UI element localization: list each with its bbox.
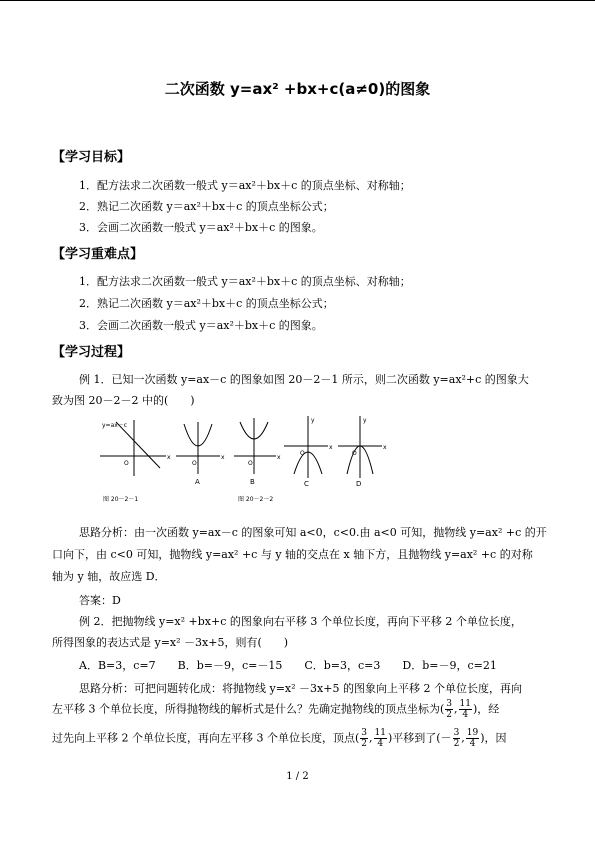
example2-line1: 例 2．把抛物线 y=x² +bx+c 的图象向右平移 3 个单位长度，再向下平移 2 个单位长度， xyxy=(79,615,522,628)
choice-label-a: A xyxy=(195,478,200,486)
caption-left: 图 20－2－1 xyxy=(103,496,139,503)
example2-analysis-line3: 过先向上平移 2 个单位长度，再向左平移 3 个单位长度，顶点( $\frac{3}{2}$ , $\frac{11}{4}$ )平移到了(－ $\frac{3}{2}$ , $\frac{19}{4}$ )，因 xyxy=(52,728,507,749)
goal-item-1: 1．配方法求二次函数一般式 y＝ax²＋bx＋c 的顶点坐标、对称轴； xyxy=(79,179,411,192)
graphs-svg xyxy=(98,412,388,512)
svg-text:x: x xyxy=(277,454,281,461)
section-heading-goals: 【学习目标】 xyxy=(52,150,131,165)
x-axis-label: x xyxy=(167,454,171,461)
goal-item-2: 2．熟记二次函数 y＝ax²＋bx＋c 的顶点坐标公式； xyxy=(79,200,334,213)
example2-line2: 所得图象的表达式是 y=x² －3x+5，则有( ) xyxy=(52,636,289,649)
svg-text:O: O xyxy=(300,450,305,457)
goal-item-3: 3．会画二次函数一般式 y＝ax²＋bx＋c 的图象。 xyxy=(79,221,323,234)
svg-text:y: y xyxy=(311,417,315,424)
example1-analysis-line3: 轴为 y 轴，故应选 D． xyxy=(52,570,166,583)
example1-line1: 例 1．已知一次函数 y=ax－c 的图象如图 20－2－1 所示，则二次函数 y=ax²+c 的图象大 xyxy=(79,373,529,386)
choice-label-c: C xyxy=(304,480,309,488)
svg-text:x: x xyxy=(221,454,225,461)
example1-line2: 致为图 20－2－2 中的( ) xyxy=(52,394,195,407)
choice-graph-a xyxy=(176,422,225,486)
svg-text:O: O xyxy=(248,460,253,467)
origin-label: O xyxy=(124,460,129,467)
key-point-item-1: 1．配方法求二次函数一般式 y＝ax²＋bx＋c 的顶点坐标、对称轴； xyxy=(79,275,411,288)
example1-analysis-line2: 口向下，由 c<0 可知，抛物线 y=ax² +c 与 y 轴的交点在 x 轴下方，且抛物线 y=ax² +c 的对称 xyxy=(52,548,533,561)
fraction-3-2: $\frac{3}{2}$ xyxy=(446,699,453,720)
choice-label-b: B xyxy=(250,478,255,486)
choice-label-d: D xyxy=(356,480,362,488)
example2-options: A．B=3，c=7 B．b=－9，c=－15 C．b=3，c=3 D．b=－9，c=21 xyxy=(79,659,497,672)
choice-graph-c xyxy=(284,416,333,488)
choice-graph-d xyxy=(338,416,387,488)
section-heading-key-points: 【学习重难点】 xyxy=(52,247,144,262)
svg-text:x: x xyxy=(383,444,387,451)
line-label: y=ax－c xyxy=(102,422,128,429)
fraction-19-4: $\frac{19}{4}$ xyxy=(466,728,479,749)
fraction-11-4: $\frac{11}{4}$ xyxy=(459,699,471,720)
graph-linear xyxy=(100,420,171,503)
svg-text:y: y xyxy=(363,417,367,424)
page-title: 二次函数 y=ax² +bx+c(a≠0)的图象 xyxy=(164,80,431,98)
svg-text:O: O xyxy=(352,450,357,457)
caption-right: 图 20－2－2 xyxy=(238,496,274,503)
svg-text:O: O xyxy=(192,460,197,467)
section-heading-process: 【学习过程】 xyxy=(52,345,131,360)
key-point-item-3: 3．会画二次函数一般式 y＝ax²＋bx＋c 的图象。 xyxy=(79,319,323,332)
page-number: 1 / 2 xyxy=(286,771,309,782)
example2-analysis-line1: 思路分析：可把问题转化成：将抛物线 y=x² －3x+5 的图象向上平移 2 个单位长度，再向 xyxy=(79,682,522,695)
key-point-item-2: 2．熟记二次函数 y＝ax²＋bx＋c 的顶点坐标公式； xyxy=(79,297,334,310)
choice-graph-b xyxy=(234,418,281,486)
example1-answer: 答案：D xyxy=(79,594,121,607)
example1-figure xyxy=(98,412,388,516)
svg-text:x: x xyxy=(329,444,333,451)
example2-analysis-line2: 左平移 3 个单位长度，所得抛物线的解析式是什么？先确定抛物线的顶点坐标为( $\frac{3}{2}$ , $\frac{11}{4}$ )，经 xyxy=(52,699,500,720)
example1-analysis-line1: 思路分析：由一次函数 y=ax－c 的图象可知 a<0，c<0.由 a<0 可知，抛物线 y=ax² +c 的开 xyxy=(79,526,547,539)
header-rule xyxy=(0,0,595,1)
